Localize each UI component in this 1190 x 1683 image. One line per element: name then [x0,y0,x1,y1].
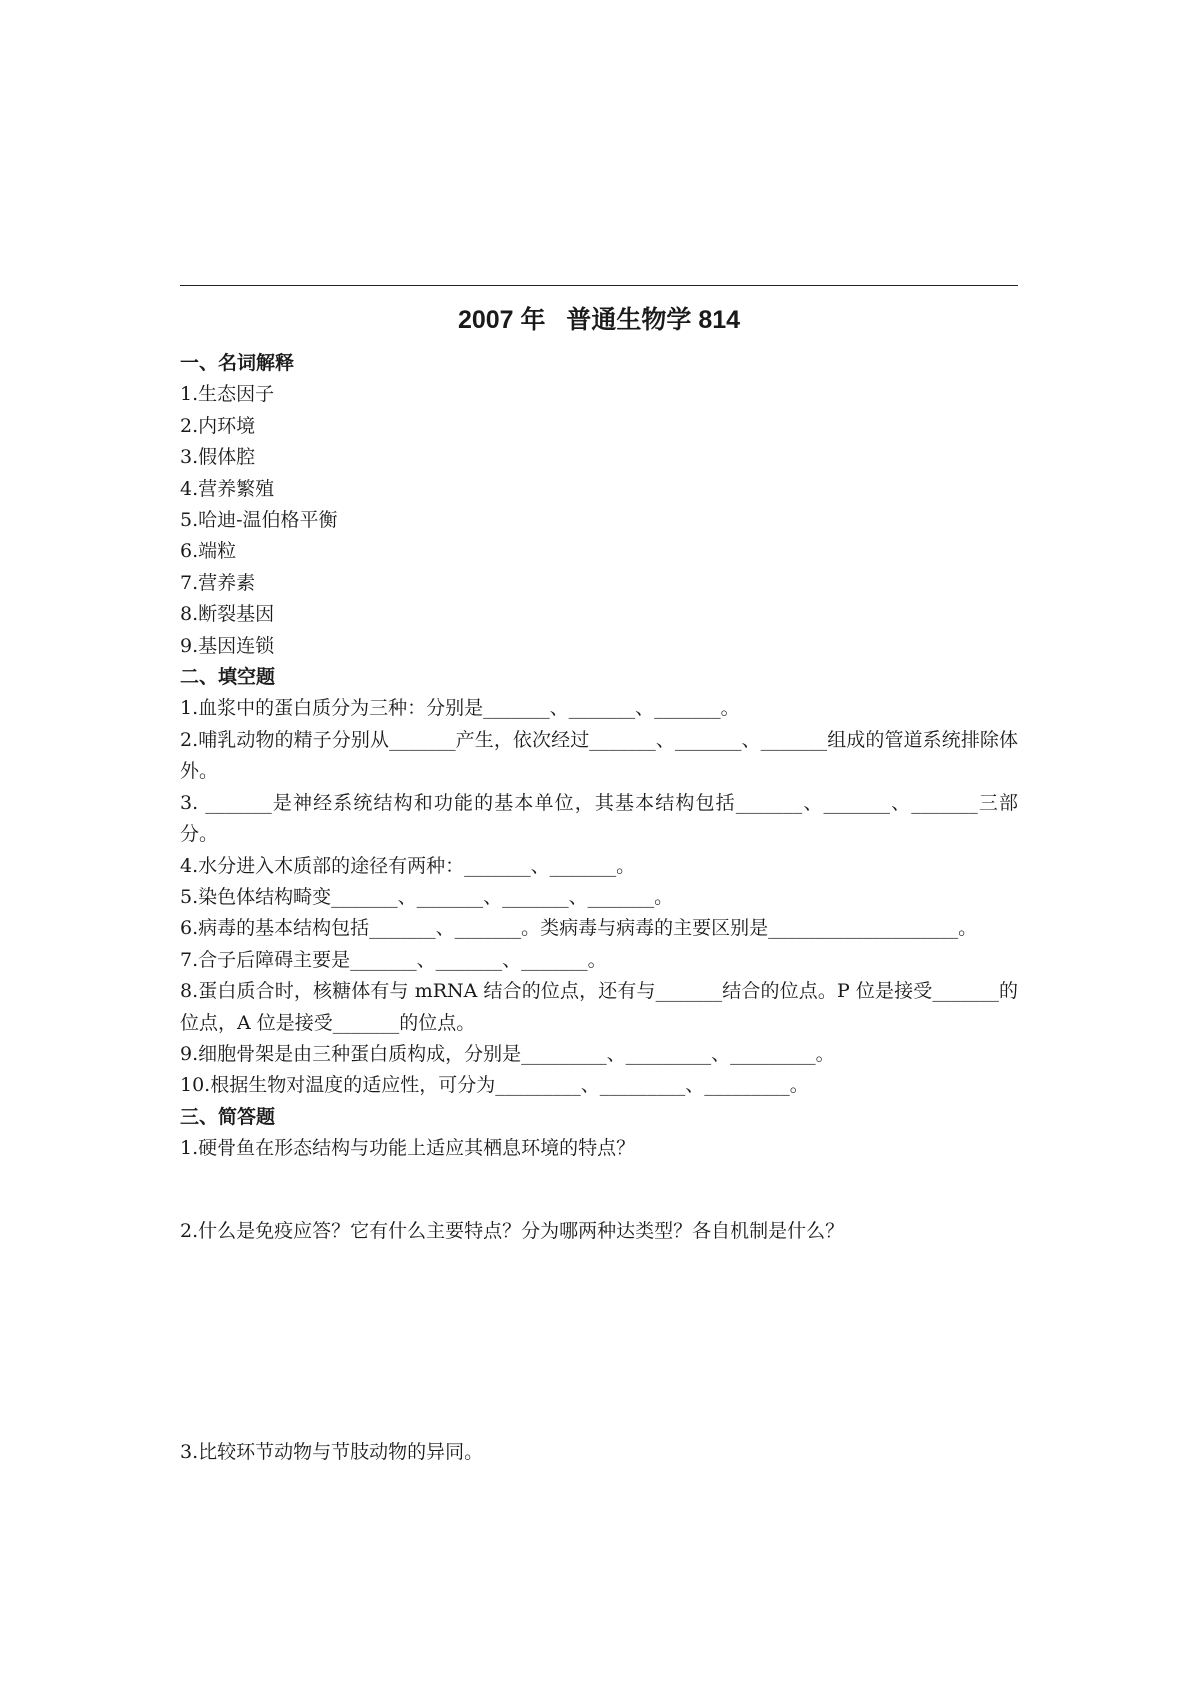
term-item: 1.生态因子 [180,383,275,406]
fill-blank-item: 1.血浆中的蛋白质分为三种：分别是_______、_______、_______。 [180,697,740,720]
fill-blank-item: 9.细胞骨架是由三种蛋白质构成，分别是_________、_________、_________。 [180,1042,835,1065]
fill-blank-item: 10.根据生物对温度的适应性，可分为_________、_________、_________。 [180,1074,809,1097]
fill-blank-item: 3. _______是神经系统结构和功能的基本单位，其基本结构包括_______、_______、_______三部分。 [180,791,1018,846]
fill-blank-item: 8.蛋白质合时，核糖体有与 mRNA 结合的位点，还有与_______结合的位点。P 位是接受_______的位点，A 位是接受_______的位点。 [180,980,1018,1034]
document-body [180,348,1018,1468]
term-item: 5.哈迪-温伯格平衡 [180,509,338,532]
section-heading-short-answer: 三、简答题 [180,1105,276,1128]
short-answer-item: 3.比较环节动物与节肢动物的异同。 [180,1440,484,1463]
term-item: 8.断裂基因 [180,603,275,626]
document-title: 2007 年 普通生物学 814 [457,306,741,334]
fill-blank-item: 2.哺乳动物的精子分别从_______产生，依次经过_______、_______、_______组成的管道系统排除体外。 [180,728,1018,783]
term-item: 4.营养繁殖 [180,477,275,500]
short-answer-item: 1.硬骨鱼在形态结构与功能上适应其栖息环境的特点？ [180,1137,636,1160]
term-item: 2.内环境 [180,414,256,437]
header-rule [180,285,1018,286]
section-heading-fill-blank: 二、填空题 [180,666,276,689]
term-item: 3.假体腔 [180,446,256,469]
fill-blank-item: 5.染色体结构畸变_______、_______、_______、_______。 [180,885,674,908]
term-item: 7.营养素 [180,571,256,594]
answer-space [180,1165,1018,1216]
short-answer-item: 2.什么是免疫应答？它有什么主要特点？分为哪两种达类型？各自机制是什么？ [180,1219,845,1242]
term-item: 9.基因连锁 [180,634,275,657]
answer-space [180,1247,1018,1437]
section-heading-terms: 一、名词解释 [180,352,295,374]
fill-blank-item: 7.合子后障碍主要是_______、_______、_______。 [180,948,607,971]
fill-blank-item: 6.病毒的基本结构包括_______、_______。类病毒与病毒的主要区别是____________________。 [180,917,978,940]
fill-blank-item: 4.水分进入木质部的途径有两种：_______、_______。 [180,854,636,877]
term-item: 6.端粒 [180,540,237,563]
